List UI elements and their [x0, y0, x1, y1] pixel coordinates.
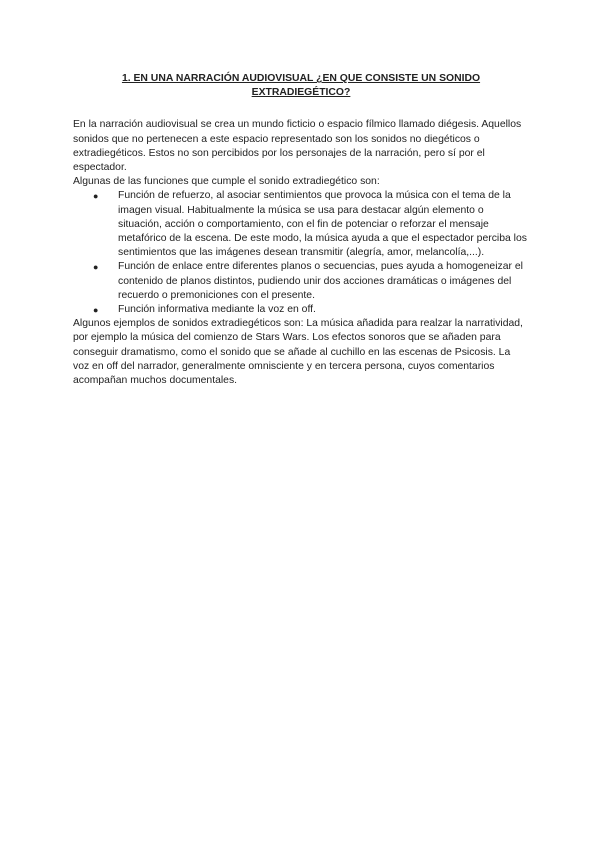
list-item-text: Función de refuerzo, al asociar sentimientos que provoca la música con el tema de la imagen visual. Habitualmente la música se usa para destacar algún elemento o situación, acción o comportamiento, con el fin de potenciar o reforzar el mensaje metafórico de la escena. De este modo, la música ayuda a que el espectador perciba los sentimientos que las imágenes desean transmitir (alegría, amor, melancolía,...).	[118, 190, 527, 259]
list-item	[93, 260, 529, 303]
list-item-text: Función informativa mediante la voz en off.	[118, 304, 316, 316]
list-item	[93, 303, 529, 317]
list-item	[93, 189, 529, 260]
bullet-icon: ●	[93, 191, 99, 202]
functions-list	[73, 189, 529, 317]
list-item-text: Función de enlace entre diferentes planos o secuencias, pues ayuda a homogeneizar el contenido de planos distintos, pudiendo unir dos acciones dramáticas o imágenes del recuerdo o premoniciones con el presente.	[118, 261, 523, 301]
bullet-icon: ●	[93, 305, 99, 316]
examples-paragraph: Algunos ejemplos de sonidos extradiegéticos son: La música añadida para realzar la narratividad, por ejemplo la música del comienzo de Stars Wars. Los efectos sonoros que se añaden para conseguir dramatismo, como el sonido que se añade al cuchillo en las escenas de Psicosis. La voz en off del narrador, generalmente omnisciente y en tercera persona, cuyos comentarios acompañan muchos documentales.	[73, 318, 523, 387]
intro-paragraph: En la narración audiovisual se crea un mundo ficticio o espacio fílmico llamado diégesis. Aquellos sonidos que no pertenecen a este espacio representado son los sonidos no diegéticos o extradiegéticos. Estos no son percibidos por los personajes de la narración, pero sí por el espectador.	[73, 119, 522, 174]
document-body	[73, 72, 529, 388]
functions-intro: Algunas de las funciones que cumple el sonido extradiegético son:	[73, 176, 380, 188]
document-title: 1. EN UNA NARRACIÓN AUDIOVISUAL ¿EN QUE CONSISTE UN SONIDO EXTRADIEGÉTICO?	[121, 73, 481, 99]
bullet-icon: ●	[93, 262, 99, 273]
